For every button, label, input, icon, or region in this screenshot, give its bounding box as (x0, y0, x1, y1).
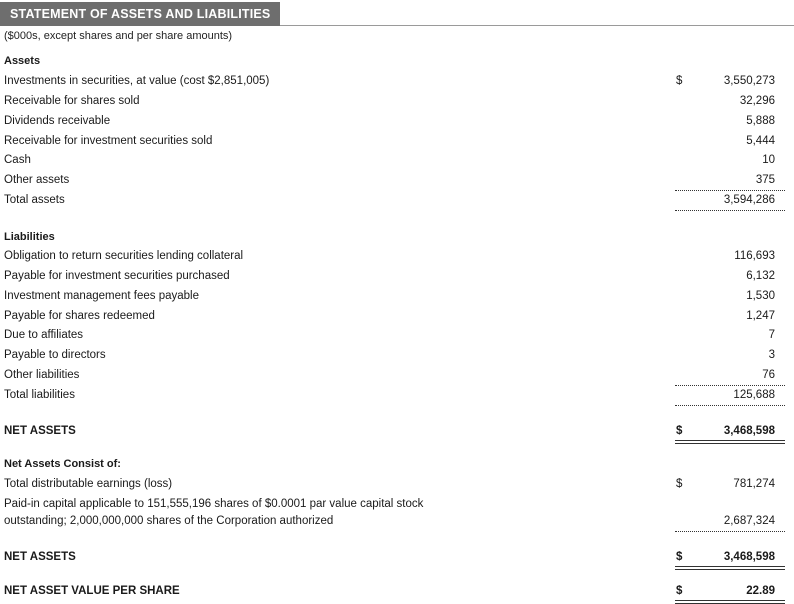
liability-label: Payable for shares redeemed (4, 310, 155, 322)
liability-value: 7 (768, 329, 775, 341)
asset-row (0, 132, 794, 150)
liability-value: 6,132 (746, 270, 775, 282)
earnings-label: Total distributable earnings (loss) (4, 478, 173, 490)
liability-value: 116,693 (734, 250, 775, 262)
total-assets-label: Total assets (4, 194, 65, 206)
asset-label: Cash (4, 154, 31, 166)
liability-row (0, 346, 794, 364)
currency-symbol: $ (676, 551, 683, 563)
liability-label: Investment management fees payable (4, 290, 199, 302)
asset-value: 375 (755, 174, 775, 186)
grand-total-rule (675, 440, 785, 444)
liabilities-heading: Liabilities (4, 231, 55, 243)
grand-total-rule (675, 566, 785, 570)
net-assets-label: NET ASSETS (4, 425, 76, 437)
currency-symbol: $ (676, 425, 683, 437)
earnings-value: 781,274 (733, 478, 775, 490)
liability-row (0, 267, 794, 285)
net-assets-value: 3,468,598 (723, 425, 775, 437)
paid-in-label-line2: outstanding; 2,000,000,000 shares of the Corporation authorized (4, 515, 334, 527)
total-liabilities-label: Total liabilities (4, 389, 75, 401)
asset-row (0, 151, 794, 169)
liability-label: Obligation to return securities lending collateral (4, 250, 244, 262)
net-assets-label: NET ASSETS (4, 551, 76, 563)
liability-value: 1,530 (746, 290, 775, 302)
asset-row (0, 72, 794, 90)
liability-value: 1,247 (746, 310, 775, 322)
asset-row (0, 171, 794, 189)
asset-row (0, 112, 794, 130)
liability-label: Payable for investment securities purchased (4, 270, 230, 282)
consist-heading-row (0, 455, 794, 473)
asset-label: Other assets (4, 174, 70, 186)
asset-value: 5,888 (746, 115, 775, 127)
total-assets-value: 3,594,286 (723, 194, 775, 206)
asset-value: 3,550,273 (723, 75, 775, 87)
total-liabilities-row (0, 386, 794, 404)
paid-in-row-line2 (0, 512, 794, 530)
net-assets-row (0, 422, 794, 440)
asset-row (0, 92, 794, 110)
net-assets-value: 3,468,598 (723, 551, 775, 563)
nav-value: 22.89 (746, 585, 775, 597)
total-assets-row (0, 191, 794, 209)
total-rule (675, 405, 785, 406)
liability-value: 3 (768, 349, 775, 361)
asset-value: 10 (762, 154, 775, 166)
nav-label: NET ASSET VALUE PER SHARE (4, 585, 180, 597)
currency-symbol: $ (676, 75, 683, 87)
liability-label: Payable to directors (4, 349, 106, 361)
liability-row (0, 247, 794, 265)
asset-value: 5,444 (746, 135, 775, 147)
total-liabilities-value: 125,688 (733, 389, 775, 401)
asset-label: Receivable for investment securities sold (4, 135, 213, 147)
currency-symbol: $ (676, 478, 683, 490)
assets-heading: Assets (4, 55, 41, 67)
liability-row (0, 366, 794, 384)
currency-symbol: $ (676, 585, 683, 597)
earnings-row (0, 475, 794, 493)
header-rule (280, 25, 794, 26)
liability-row (0, 287, 794, 305)
paid-in-label-line1: Paid-in capital applicable to 151,555,196 shares of $0.0001 par value capital stock (4, 498, 424, 510)
liability-value: 76 (762, 369, 775, 381)
asset-label: Dividends receivable (4, 115, 111, 127)
consist-heading: Net Assets Consist of: (4, 458, 121, 470)
statement-subtitle: ($000s, except shares and per share amounts) (4, 30, 233, 42)
statement-title: STATEMENT OF ASSETS AND LIABILITIES (0, 2, 280, 26)
liability-row (0, 307, 794, 325)
nav-row (0, 582, 794, 600)
net-assets-row (0, 548, 794, 566)
asset-value: 32,296 (739, 95, 775, 107)
liability-row (0, 326, 794, 344)
subtotal-rule (675, 531, 785, 532)
asset-label: Receivable for shares sold (4, 95, 140, 107)
paid-in-value: 2,687,324 (723, 515, 775, 527)
liability-label: Other liabilities (4, 369, 80, 381)
asset-label: Investments in securities, at value (cost $2,851,005) (4, 75, 270, 87)
paid-in-row-line1 (0, 495, 794, 513)
assets-heading-row (0, 52, 794, 70)
liabilities-heading-row (0, 228, 794, 246)
liability-label: Due to affiliates (4, 329, 84, 341)
total-rule (675, 210, 785, 211)
grand-total-rule (675, 600, 785, 604)
